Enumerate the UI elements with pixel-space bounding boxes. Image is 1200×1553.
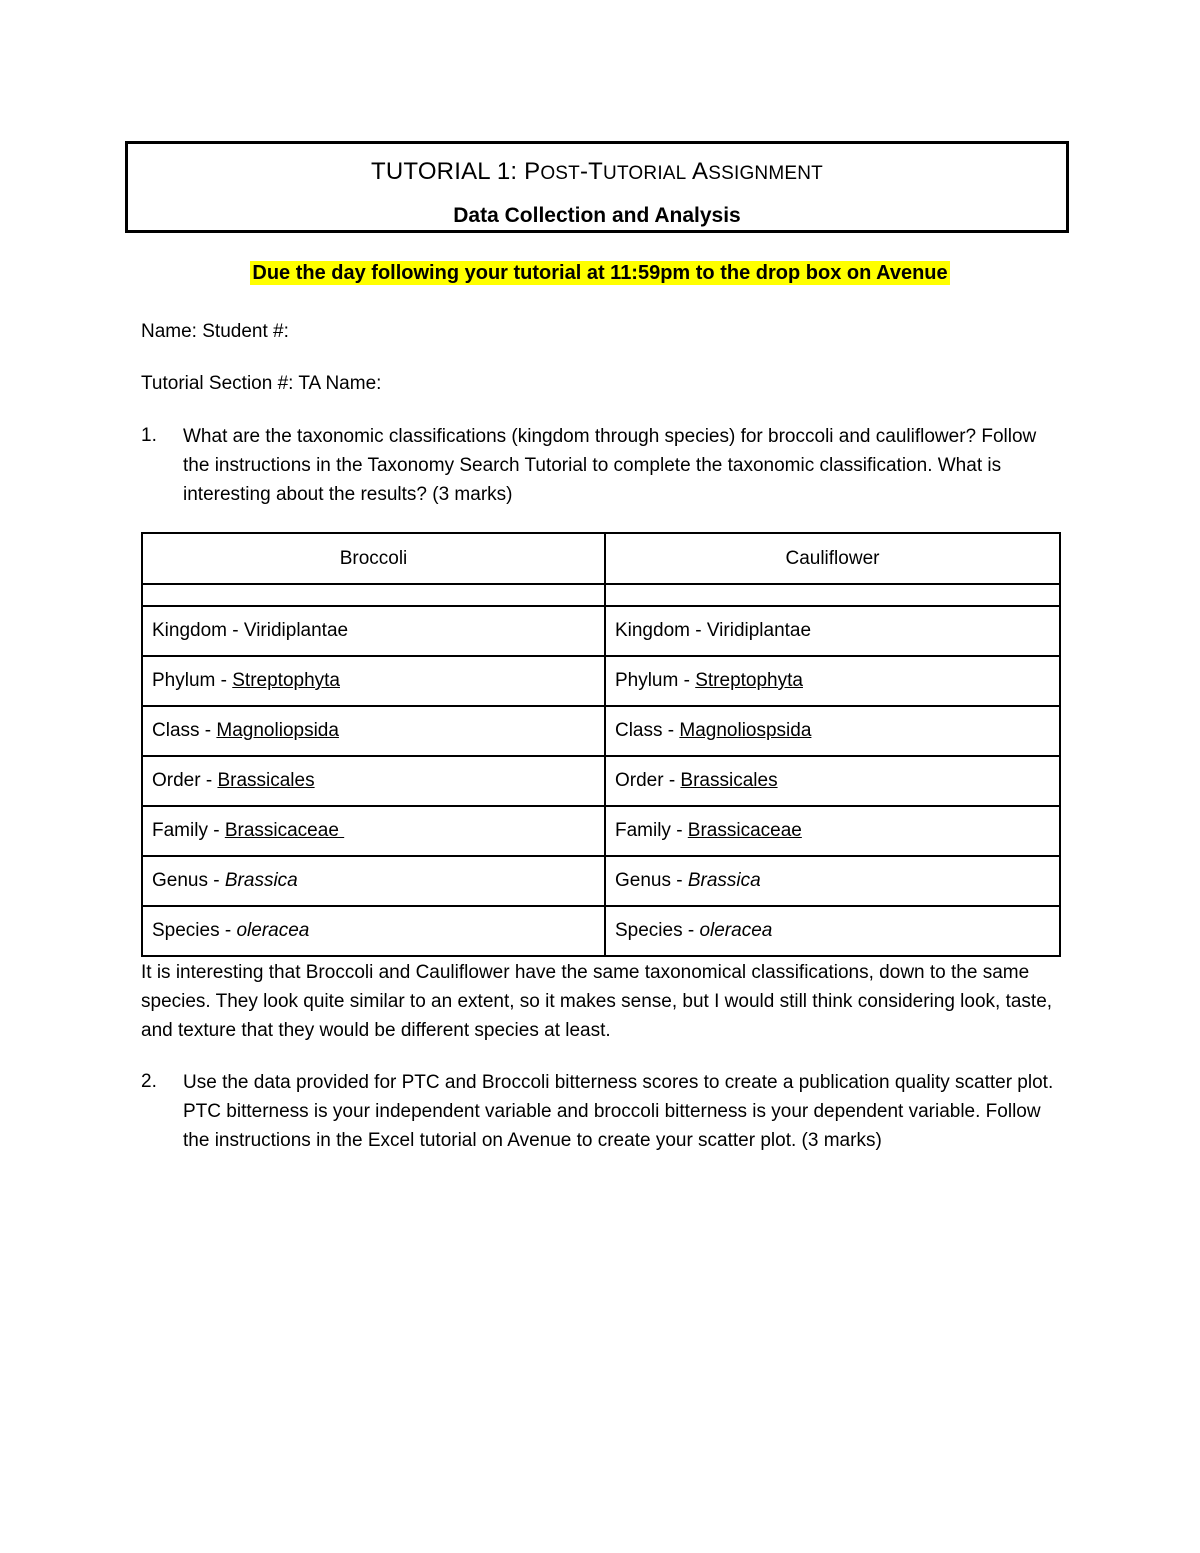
table-cell	[142, 656, 605, 706]
rank-value: Brassica	[687, 870, 761, 891]
title-segment: SSIGNMENT	[708, 163, 823, 184]
table-row	[142, 906, 1060, 956]
rank-label: Family -	[152, 820, 225, 841]
table-row	[142, 856, 1060, 906]
table-row	[142, 756, 1060, 806]
rank-label: Genus -	[152, 870, 225, 891]
title-box	[125, 141, 1069, 233]
table-cell	[605, 856, 1060, 906]
rank-value: Brassicaceae	[224, 820, 345, 841]
rank-value: Viridiplantae	[706, 620, 812, 641]
header-broccoli: Broccoli	[142, 533, 605, 584]
table-cell	[142, 806, 605, 856]
table-cell	[142, 706, 605, 756]
due-notice-highlight: Due the day following your tutorial at 11:59pm to the drop box on Avenue	[252, 262, 948, 284]
section-field-line: Tutorial Section #: TA Name:	[141, 373, 382, 394]
rank-value: Magnoliopsida	[216, 720, 339, 741]
title-segment: TUTORIAL 1: P	[371, 158, 541, 185]
table-cell	[605, 906, 1060, 956]
table-cell	[142, 606, 605, 656]
rank-label: Class -	[152, 720, 217, 741]
table-empty-row	[142, 584, 1060, 606]
rank-value: Brassicaceae	[687, 820, 802, 841]
rank-label: Phylum -	[614, 670, 696, 691]
rank-label: Kingdom -	[614, 620, 707, 641]
rank-value: Brassica	[224, 870, 298, 891]
rank-value: Brassicales	[680, 770, 778, 791]
table-cell	[605, 584, 1060, 606]
table-cell	[605, 706, 1060, 756]
table-cell	[142, 856, 605, 906]
table-row	[142, 806, 1060, 856]
rank-label: Genus -	[614, 870, 688, 891]
name-field-line: Name: Student #:	[141, 321, 289, 342]
table-cell	[605, 756, 1060, 806]
rank-value: oleracea	[236, 920, 310, 941]
question-2-text: Use the data provided for PTC and Broccoli bitterness scores to create a publication quality scatter plot. PTC bitterness is your independent variable and broccoli bitterness is your dependent variable. Follow the instructions in the Excel tutorial on Avenue to create your scatter plot. (3 marks)	[183, 1072, 1054, 1151]
table-cell	[142, 756, 605, 806]
table-cell	[605, 656, 1060, 706]
title-segment: OST	[540, 163, 580, 184]
rank-label: Class -	[614, 720, 680, 741]
question-2-number: 2.	[141, 1071, 157, 1092]
table-row	[142, 606, 1060, 656]
title-segment: UTORIAL	[603, 163, 687, 184]
rank-value: Streptophyta	[232, 670, 340, 691]
rank-label: Species -	[152, 920, 237, 941]
question-1-number: 1.	[141, 425, 157, 446]
rank-value: Magnoliospsida	[679, 720, 812, 741]
taxonomy-table	[141, 532, 1061, 957]
rank-value: Streptophyta	[695, 670, 803, 691]
table-cell	[605, 606, 1060, 656]
table-cell	[142, 584, 605, 606]
rank-value: oleracea	[699, 920, 773, 941]
due-notice	[0, 262, 1200, 285]
page-title	[128, 158, 1066, 186]
title-segment: -T	[579, 158, 604, 185]
header-cauliflower: Cauliflower	[605, 533, 1060, 584]
rank-label: Phylum -	[152, 670, 233, 691]
table-row	[142, 656, 1060, 706]
rank-label: Family -	[614, 820, 688, 841]
question-1-text: What are the taxonomic classifications (kingdom through species) for broccoli and cauliflower? Follow the instructions in the Taxonomy Search Tutorial to complete the taxonomic classification. What is interesting about the results? (3 marks)	[183, 426, 1037, 505]
title-segment: A	[686, 158, 709, 185]
rank-label: Order -	[152, 770, 218, 791]
table-header-row	[142, 533, 1060, 584]
rank-label: Order -	[614, 770, 681, 791]
table-cell	[605, 806, 1060, 856]
table-row	[142, 706, 1060, 756]
page-subtitle: Data Collection and Analysis	[453, 204, 741, 227]
table-cell	[142, 906, 605, 956]
rank-label: Kingdom -	[152, 620, 244, 641]
rank-value: Brassicales	[217, 770, 315, 791]
rank-value: Viridiplantae	[243, 620, 349, 641]
rank-label: Species -	[614, 920, 700, 941]
answer-1-text: It is interesting that Broccoli and Cauliflower have the same taxonomical classifications, down to the same species. They look quite similar to an extent, so it makes sense, but I would still think considering look, taste, and texture that they would be different species at least.	[141, 962, 1053, 1041]
